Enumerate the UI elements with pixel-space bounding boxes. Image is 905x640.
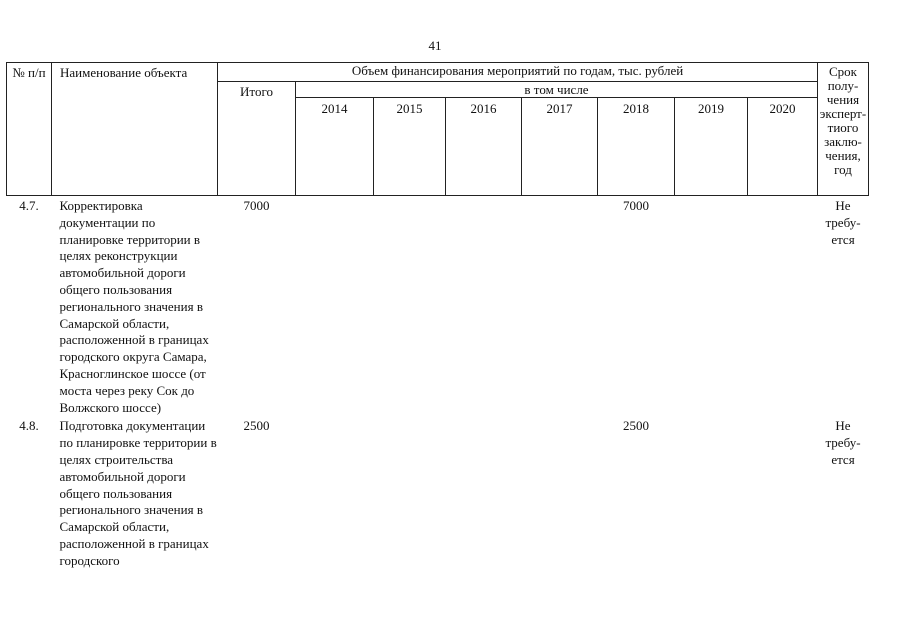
header-year-2017: 2017 [522,98,598,196]
row-number: 4.8. [19,418,39,434]
header-funding: Объем финансирования мероприятий по годам, тыс. рублей [218,63,818,82]
value-2018: 2500 [623,418,649,434]
page-number: 41 [428,38,442,53]
header-year-2020: 2020 [748,98,818,196]
value-2019 [675,416,748,569]
value-2020 [748,416,818,569]
header-num: № п/п [7,63,52,196]
header-deadline: Срок полу-чения эксперт-тиого заклю-чения, год [818,63,869,196]
value-2018: 7000 [623,198,649,213]
header-including: в том числе [296,82,818,98]
total-value: 7000 [243,198,270,213]
deadline-value: Не требу-ется [825,198,861,247]
value-2015 [374,416,446,569]
value-2014 [296,416,374,569]
table-row [7,196,869,417]
header-year-2016: 2016 [446,98,522,196]
object-name: Подготовка документации по планировке территории в целях строительства автомобильной дороги общего пользования регионального значения в Самарской области, расположенной в границах городского [59,418,217,568]
value-2016 [446,416,522,569]
header-total: Итого [218,82,296,196]
deadline-value: Не требу-ется [825,418,861,467]
header-year-2019: 2019 [675,98,748,196]
total-value: 2500 [243,418,270,434]
row-number: 4.7. [19,198,39,213]
object-name: Корректировка документации по планировке территории в целях реконструкции автомобильной дороги общего пользования регионального значения в Самарской области, расположенной в границах городского округа Самара, Красноглинское шоссе (от моста через реку Сок до Волжского шоссе) [59,198,209,415]
value-2015 [374,196,446,417]
value-2020 [748,196,818,417]
value-2017 [522,416,598,569]
value-2014 [296,196,374,417]
table-row [7,416,869,569]
value-2016 [446,196,522,417]
header-year-2015: 2015 [374,98,446,196]
value-2017 [522,196,598,417]
value-2019 [675,196,748,417]
header-year-2014: 2014 [296,98,374,196]
financing-table [6,62,869,570]
header-name: Наименование объекта [52,63,218,196]
header-year-2018: 2018 [598,98,675,196]
